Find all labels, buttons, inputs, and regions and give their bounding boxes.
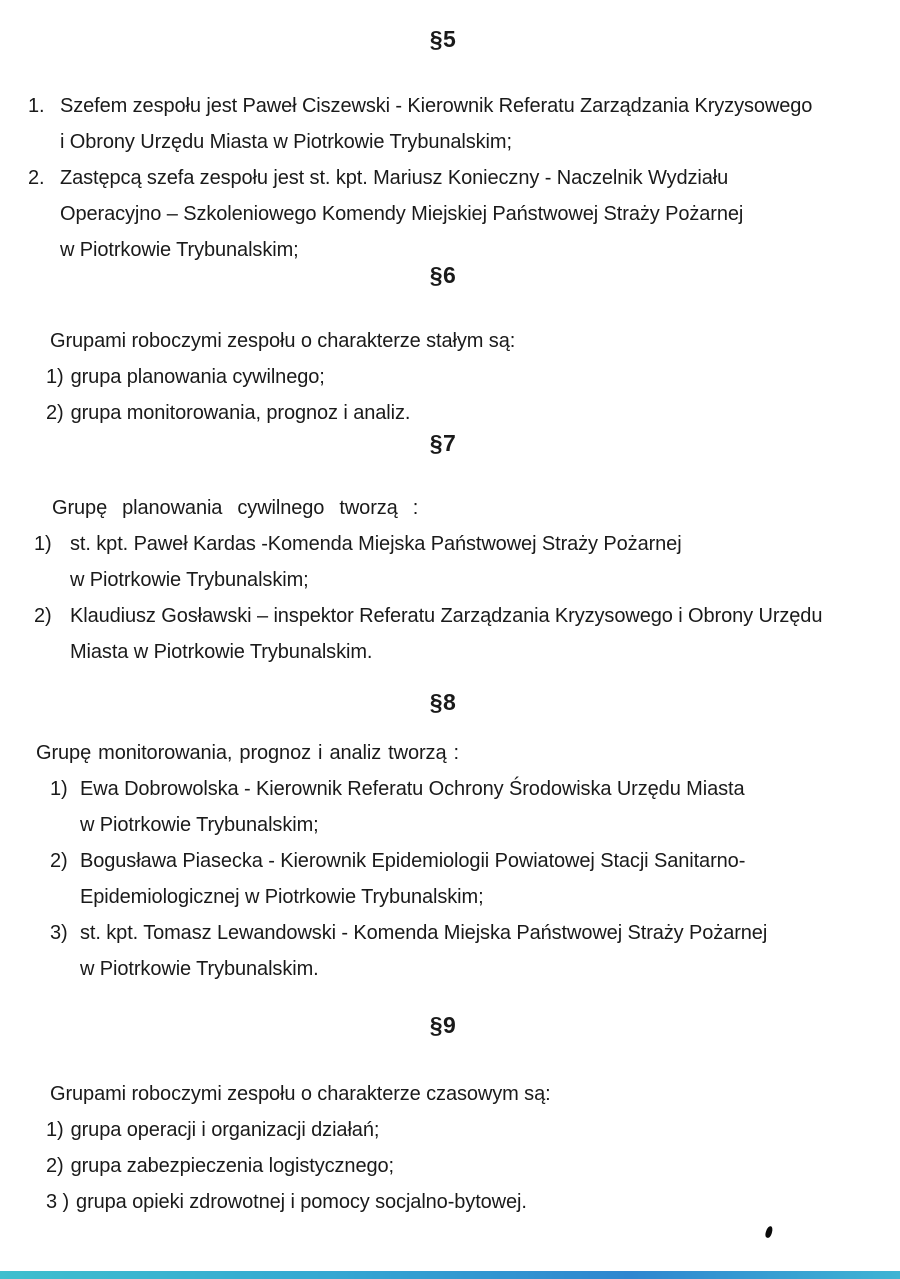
- section-heading-7: §7: [429, 430, 457, 456]
- text-line: grupa operacji i organizacji działań;: [70, 1119, 380, 1141]
- text-line: Klaudiusz Gosławski – inspektor Referatu Zarządzania Kryzysowego i Obrony Urzędu: [70, 605, 823, 627]
- section-heading-5: §5: [429, 26, 457, 52]
- list-marker: 3 ): [46, 1191, 70, 1213]
- list-marker: 1): [46, 366, 64, 388]
- scan-artifact-bar: [0, 1271, 900, 1279]
- list-marker: 1): [50, 778, 68, 800]
- list-item: [0, 395, 900, 431]
- text-line: Szefem zespołu jest Paweł Ciszewski - Kierownik Referatu Zarządzania Kryzysowego: [60, 95, 813, 117]
- section-intro: Grupami roboczymi zespołu o charakterze stałym są:: [50, 330, 516, 352]
- list-item: [0, 526, 900, 598]
- text-line: w Piotrkowie Trybunalskim;: [80, 814, 319, 836]
- section-intro: Grupę planowania cywilnego tworzą :: [52, 497, 419, 519]
- list-marker: 2): [50, 850, 68, 872]
- text-line: grupa zabezpieczenia logistycznego;: [70, 1155, 394, 1177]
- list-item: [0, 160, 900, 268]
- list-marker: 2): [46, 402, 64, 424]
- list-item: [0, 1184, 900, 1220]
- text-line: i Obrony Urzędu Miasta w Piotrkowie Trybunalskim;: [60, 131, 512, 153]
- text-line: grupa monitorowania, prognoz i analiz.: [70, 402, 411, 424]
- section-5-body: [0, 88, 900, 268]
- text-line: Operacyjno – Szkoleniowego Komendy Miejskiej Państwowej Straży Pożarnej: [60, 203, 744, 225]
- text-line: st. kpt. Paweł Kardas -Komenda Miejska Państwowej Straży Pożarnej: [70, 533, 682, 555]
- text-line: Epidemiologicznej w Piotrkowie Trybunalskim;: [80, 886, 484, 908]
- section-intro: Grupami roboczymi zespołu o charakterze czasowym są:: [50, 1083, 551, 1105]
- list-marker: 1.: [28, 95, 45, 117]
- list-item: [0, 359, 900, 395]
- list-item: [0, 1148, 900, 1184]
- list-item: [0, 1112, 900, 1148]
- section-9-body: [0, 1076, 900, 1220]
- list-item: [0, 598, 900, 670]
- text-line: Bogusława Piasecka - Kierownik Epidemiologii Powiatowej Stacji Sanitarno-: [80, 850, 746, 872]
- list-item: [0, 88, 900, 160]
- text-line: grupa opieki zdrowotnej i pomocy socjalno-bytowej.: [76, 1191, 527, 1213]
- section-7-body: [0, 490, 900, 670]
- section-heading-6: §6: [429, 262, 457, 288]
- text-line: st. kpt. Tomasz Lewandowski - Komenda Miejska Państwowej Straży Pożarnej: [80, 922, 768, 944]
- list-item: [0, 843, 900, 915]
- list-marker: 2): [46, 1155, 64, 1177]
- list-marker: 1): [46, 1119, 64, 1141]
- text-line: Zastępcą szefa zespołu jest st. kpt. Mariusz Konieczny - Naczelnik Wydziału: [60, 167, 729, 189]
- section-6-body: [0, 323, 900, 431]
- list-item: [0, 915, 900, 987]
- section-8-body: [0, 735, 900, 987]
- text-line: Ewa Dobrowolska - Kierownik Referatu Ochrony Środowiska Urzędu Miasta: [80, 778, 745, 800]
- list-item: [0, 771, 900, 843]
- list-marker: 2.: [28, 167, 45, 189]
- section-heading-9: §9: [429, 1012, 457, 1038]
- section-heading-8: §8: [429, 689, 457, 715]
- ink-speck: [764, 1225, 773, 1238]
- list-marker: 2): [34, 605, 52, 627]
- section-intro: Grupę monitorowania, prognoz i analiz tworzą :: [36, 742, 459, 764]
- text-line: w Piotrkowie Trybunalskim.: [80, 958, 319, 980]
- list-marker: 1): [34, 533, 52, 555]
- text-line: Miasta w Piotrkowie Trybunalskim.: [70, 641, 373, 663]
- text-line: grupa planowania cywilnego;: [70, 366, 325, 388]
- list-marker: 3): [50, 922, 68, 944]
- text-line: w Piotrkowie Trybunalskim;: [70, 569, 309, 591]
- text-line: w Piotrkowie Trybunalskim;: [60, 239, 299, 261]
